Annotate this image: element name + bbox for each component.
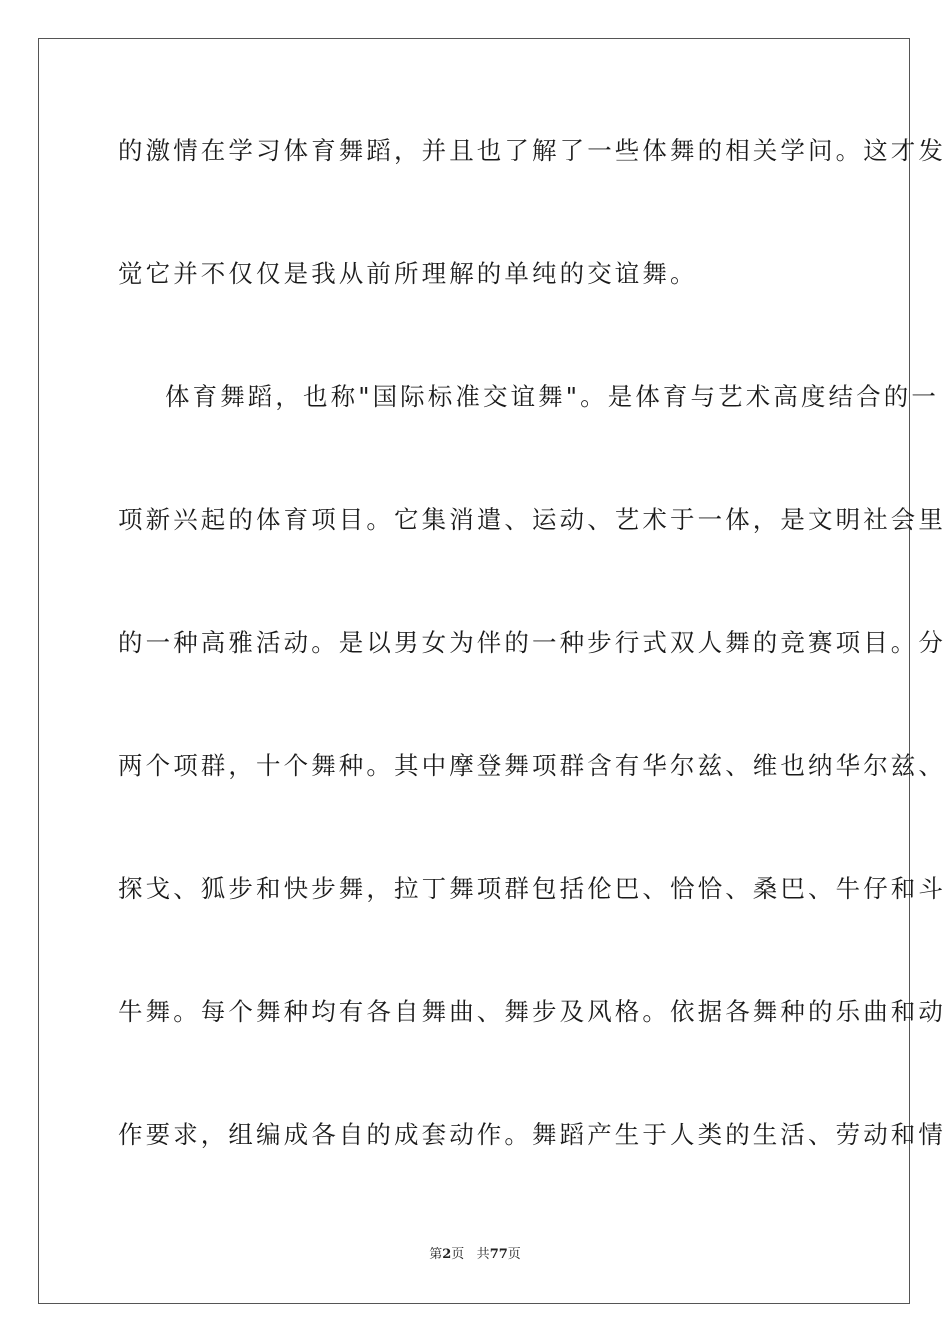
page-footer xyxy=(0,1246,950,1264)
body-text-line: 作要求，组编成各自的成套动作。舞蹈产生于人类的生活、劳动和情 xyxy=(118,1120,946,1149)
page-label-prefix: 第 xyxy=(429,1247,443,1262)
body-text-line: 的一种高雅活动。是以男女为伴的一种步行式双人舞的竞赛项目。分 xyxy=(118,628,946,657)
body-text-line: 项新兴起的体育项目。它集消遣、运动、艺术于一体，是文明社会里 xyxy=(118,505,946,534)
body-text-line: 觉它并不仅仅是我从前所理解的单纯的交谊舞。 xyxy=(118,259,698,288)
total-page-count: 77 xyxy=(489,1247,508,1262)
total-label-unit: 页 xyxy=(507,1247,521,1262)
current-page-number: 2 xyxy=(442,1247,452,1262)
body-text-line: 两个项群，十个舞种。其中摩登舞项群含有华尔兹、维也纳华尔兹、 xyxy=(118,751,946,780)
total-label-prefix: 共 xyxy=(476,1247,490,1262)
body-text-line: 的激情在学习体育舞蹈，并且也了解了一些体舞的相关学问。这才发 xyxy=(118,136,946,165)
page-label-unit: 页 xyxy=(451,1247,465,1262)
body-text-line: 牛舞。每个舞种均有各自舞曲、舞步及风格。依据各舞种的乐曲和动 xyxy=(118,997,946,1026)
body-text-line: 探戈、狐步和快步舞，拉丁舞项群包括伦巴、恰恰、桑巴、牛仔和斗 xyxy=(118,874,946,903)
page-border xyxy=(38,38,946,1304)
paragraph-first-line: 体育舞蹈，也称"国际标准交谊舞"。是体育与艺术高度结合的一 xyxy=(165,382,939,411)
